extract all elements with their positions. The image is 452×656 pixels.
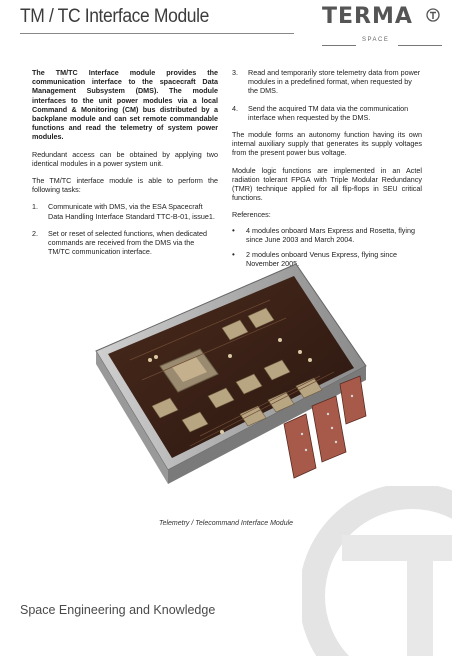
- task-number: 1.: [32, 202, 38, 212]
- module-photo: [90, 256, 372, 516]
- redundancy-paragraph: Redundant access can be obtained by applying two identical modules in a power system unit.: [32, 149, 218, 168]
- bullet-icon: •: [232, 225, 235, 235]
- task-item: [32, 229, 218, 257]
- reference-text: 2 modules onboard Venus Express, flying since November 2005.: [246, 250, 398, 269]
- fpga-paragraph: Module logic functions are implemented in an Actel radiation tolerant FPGA with Triple Modular Redundancy (TMR) technique applied for all flip-flops in SEU critical functions.: [232, 165, 422, 203]
- logo-rule-left: [322, 45, 356, 46]
- task-number: 4.: [232, 103, 238, 113]
- title-rule: [20, 33, 294, 34]
- left-column: [32, 68, 218, 264]
- task-item: [232, 104, 422, 122]
- task-text: Read and temporarily store telemetry data from power modules in a predefined format, when requested by the DMS.: [248, 68, 421, 96]
- right-column: [232, 68, 422, 274]
- logo-rule-right: [398, 45, 442, 46]
- reference-item: [232, 226, 422, 244]
- task-number: 2.: [32, 228, 38, 238]
- references-heading: References:: [232, 210, 271, 220]
- task-text: Set or reset of selected functions, when dedicated commands are received from the DMS via the TM/TC communication interface.: [48, 228, 208, 257]
- logo-wordmark: TERMA: [322, 4, 413, 29]
- autonomy-paragraph: The module forms an autonomy function having its own internal auxiliary supply that generates its supply voltages from the present power bus voltage.: [232, 130, 422, 158]
- task-number: 3.: [232, 68, 238, 77]
- photo-caption: Telemetry / Telecommand Interface Module: [158, 520, 294, 527]
- bullet-icon: •: [232, 250, 235, 260]
- page-title: TM / TC Interface Module: [20, 6, 210, 27]
- task-text: Send the acquired TM data via the communication interface when requested by the DMS.: [248, 103, 409, 122]
- intro-paragraph: The TM/TC Interface module provides the communication interface to the spacecraft Data Management Subsystem (DMS). The module interfaces to the unit power modules via a local Command & Monitoring (CM) bus distributed by a backplane module and can set remote commandable functions and read the telemetry of system power modules.: [32, 68, 218, 142]
- reference-text: 4 modules onboard Mars Express and Rosetta, flying since June 2003 and March 2004.: [246, 225, 415, 244]
- terma-logo: [322, 4, 442, 52]
- tasks-intro-paragraph: The TM/TC interface module is able to perform the following tasks:: [32, 176, 218, 195]
- logo-t-circle-icon: [426, 8, 440, 22]
- logo-subtitle: SPACE: [362, 37, 390, 43]
- task-text: Communicate with DMS, via the ESA Spacecraft Data Handling Interface Standard TTC-B-01, issue1.: [48, 202, 215, 221]
- task-item: [32, 202, 218, 220]
- task-item: [232, 68, 422, 96]
- footer-tagline: Space Engineering and Knowledge: [20, 603, 216, 617]
